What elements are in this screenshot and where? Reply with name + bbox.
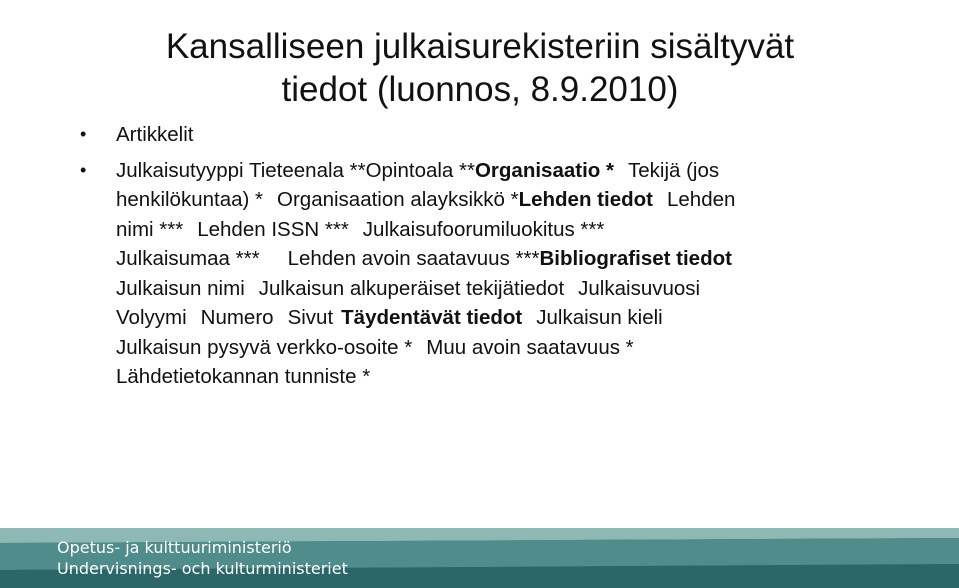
field-line-6 (116, 303, 950, 333)
field-text: Julkaisun pysyvä verkko-osoite * (116, 335, 413, 359)
field-text: Tieteenala **Opintoala ** (248, 158, 475, 182)
field-text: Sivut (287, 306, 334, 329)
bullet-item-fields (80, 156, 950, 392)
ministry-footer-banner (0, 528, 959, 588)
field-text: nimi *** (116, 217, 184, 241)
field-line-3 (116, 215, 950, 245)
field-line-1 (116, 156, 950, 186)
field-text: Julkaisufoorumiluokitus *** (362, 217, 605, 241)
field-text: Organisaation alayksikkö * (277, 188, 519, 211)
ministry-name-finnish: Opetus- ja kulttuuriministeriö (57, 538, 292, 557)
field-text-bold: Organisaatio * (474, 158, 614, 182)
field-text: Julkaisumaa *** (116, 247, 260, 270)
field-text: Volyymi (116, 306, 187, 329)
bullet-item-artikkelit (80, 120, 950, 150)
field-text: Muu avoin saatavuus * (426, 335, 634, 359)
slide-title (40, 25, 920, 111)
field-text: Numero (200, 306, 274, 329)
bullet-dot: • (80, 159, 87, 180)
ministry-name-swedish: Undervisnings- och kulturministeriet (57, 559, 348, 578)
slide-title-line-2: tiedot (luonnos, 8.9.2010) (281, 70, 679, 110)
field-text-bold: Bibliografiset tiedot (539, 247, 732, 270)
bullet-list (80, 120, 950, 392)
field-text-bold: Lehden tiedot (518, 188, 653, 211)
bullet-dot: • (80, 124, 87, 144)
field-text: Tekijä (jos (627, 158, 720, 182)
field-text: Lehden ISSN *** (197, 217, 349, 241)
field-text: Lähdetietokannan tunniste * (116, 365, 371, 388)
field-text: Lehden (666, 188, 736, 211)
field-text: Julkaisuvuosi (578, 276, 701, 300)
field-text: Lehden avoin saatavuus *** (287, 247, 540, 270)
field-text: Julkaisutyyppi (116, 158, 244, 182)
field-text-bold: Täydentävät tiedot (341, 306, 523, 329)
bullet-text: Artikkelit (116, 123, 194, 146)
slide-title-line-1: Kansalliseen julkaisurekisteriin sisältyvät (165, 27, 795, 67)
field-text: henkilökuntaa) * (116, 188, 264, 211)
field-line-4 (116, 244, 950, 274)
field-line-7 (116, 333, 950, 363)
ministry-name (57, 537, 348, 579)
field-text: Julkaisun nimi (116, 276, 245, 300)
field-text: Julkaisun alkuperäiset tekijätiedot (258, 276, 565, 300)
field-line-2 (116, 185, 950, 215)
field-line-5 (116, 274, 950, 304)
field-text: Julkaisun kieli (536, 306, 663, 329)
field-line-8 (116, 362, 950, 392)
